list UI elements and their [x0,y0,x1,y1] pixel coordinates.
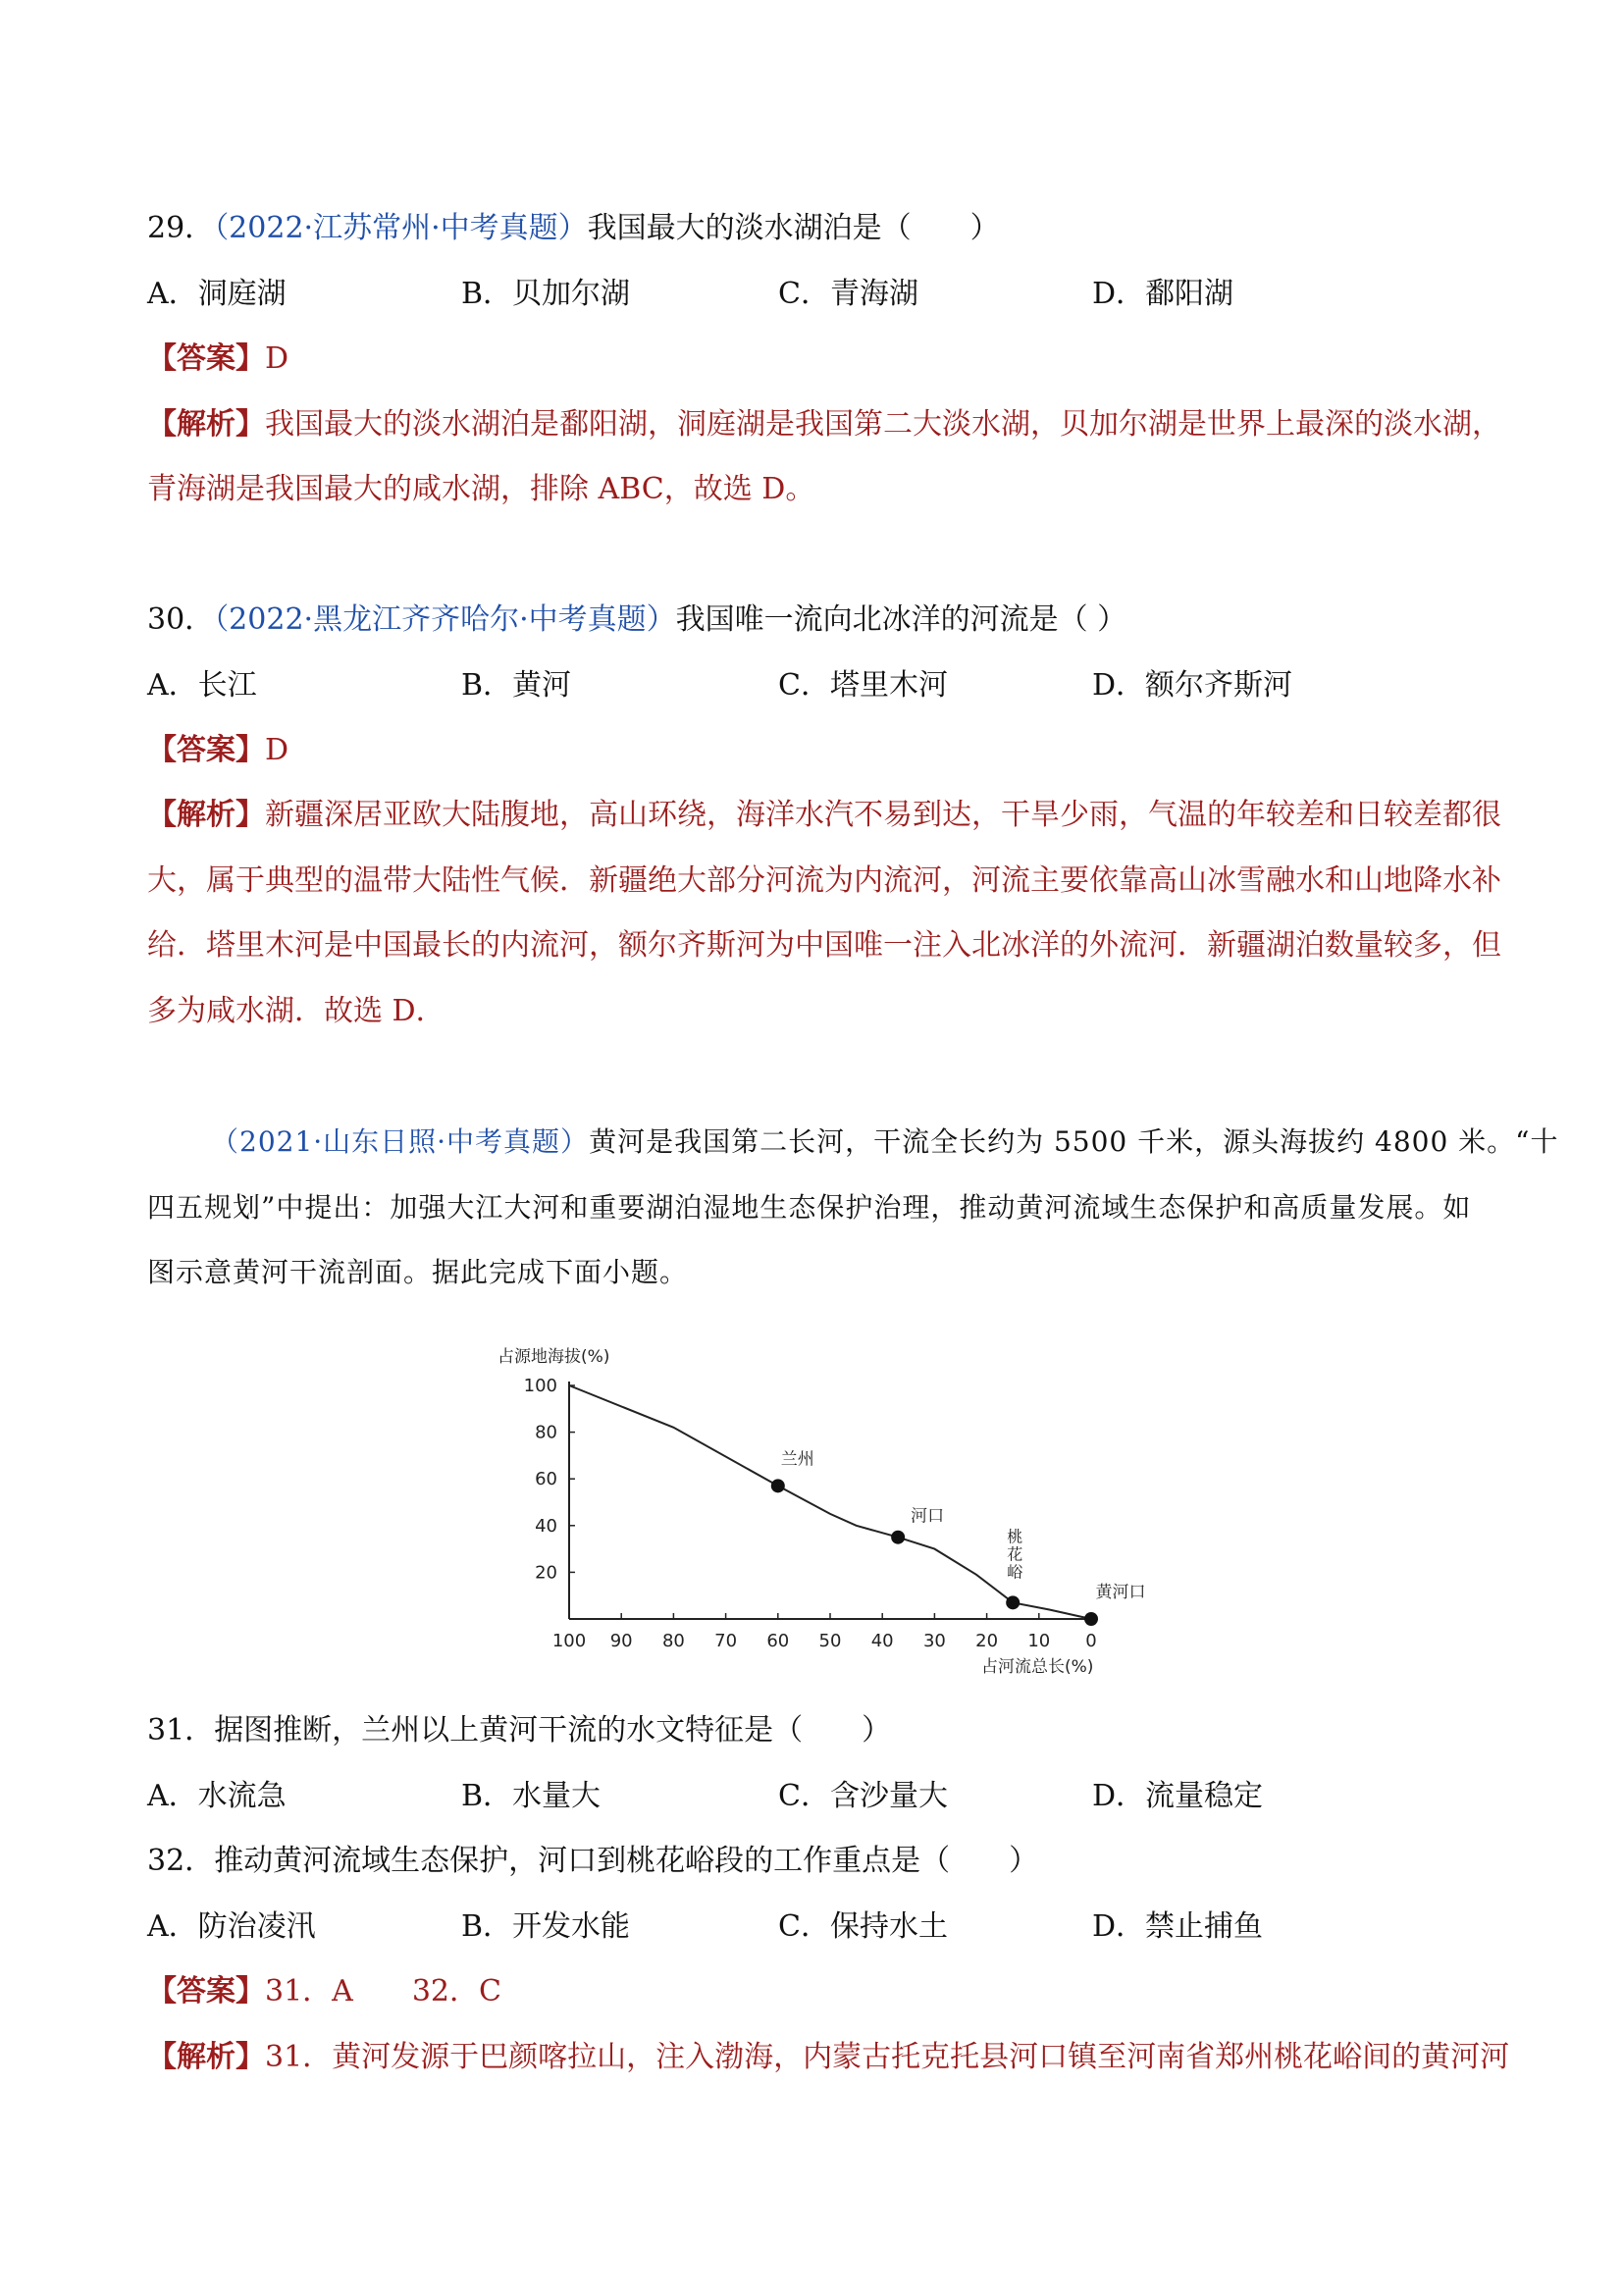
analysis-tag: 【解析】 [147,798,265,832]
q30-analysis-line-1 [147,796,1501,835]
q29-number: 29． [147,211,215,245]
intro-line-1 [211,1122,1559,1162]
profile-line [569,1385,1091,1619]
y-tick-label: 20 [535,1562,557,1584]
q32-option-a: A．防治凌汛 [147,1909,316,1944]
q32-option-b: B．开发水能 [461,1909,631,1944]
x-tick-label: 20 [975,1631,999,1651]
q30-analysis-line-4: 多为咸水湖．故选 D． [147,994,445,1028]
x-axis-label: 占河流总长(%) [981,1657,1094,1677]
q29-option-b: B．贝加尔湖 [461,277,631,311]
x-tick-label: 0 [1085,1631,1097,1651]
y-axis-label: 占源地海拔(%) [497,1347,610,1367]
point-label: 河口 [911,1506,945,1527]
x-tick-label: 60 [766,1631,790,1651]
q30-analysis-text-1: 新疆深居亚欧大陆腹地，高山环绕，海洋水汽不易到达，干旱少雨，气温的年较差和日较差都很 [265,798,1501,832]
point-label: 兰州 [780,1449,814,1470]
q30-answer-value: D [265,733,289,767]
q31-option-a: A．水流急 [147,1779,287,1813]
q31-option-d: D．流量稳定 [1092,1779,1264,1813]
q29-option-a: A．洞庭湖 [147,277,287,311]
q29-option-c: C．青海湖 [778,277,918,311]
point-桃花峪 [1006,1595,1020,1609]
q30-option-d: D．额尔齐斯河 [1092,668,1293,703]
q31-32-analysis-text: 31．黄河发源于巴颜喀拉山，注入渤海，内蒙古托克托县河口镇至河南省郑州桃花峪间的黄河河 [265,2040,1510,2074]
x-tick-label: 70 [714,1631,738,1651]
analysis-tag: 【解析】 [147,2040,265,2074]
q29-answer [147,339,288,379]
point-兰州 [771,1479,785,1492]
q30-number: 30． [147,602,215,637]
q30-stem [147,600,1126,640]
analysis-tag: 【解析】 [147,407,265,442]
x-tick-label: 100 [551,1631,587,1651]
q31-32-answer [147,1972,501,2011]
x-tick-label: 50 [818,1631,842,1651]
x-tick-label: 10 [1027,1631,1051,1651]
x-tick-label: 90 [609,1631,633,1651]
q31-32-answer-value: 31．A 32．C [265,1974,501,2009]
q30-option-c: C．塔里木河 [778,668,948,703]
q29-option-d: D．鄱阳湖 [1092,277,1234,311]
intro-line-3: 图示意黄河干流剖面。据此完成下面小题。 [147,1256,689,1288]
yellow-river-profile-chart [0,1315,1623,1697]
answer-tag: 【答案】 [147,1974,265,2009]
q32-stem [147,1842,1038,1881]
q30-option-a: A．长江 [147,668,257,703]
x-tick-label: 40 [870,1631,894,1651]
q32-number: 32． [147,1844,215,1878]
answer-tag: 【答案】 [147,341,265,376]
q29-analysis-text-1: 我国最大的淡水湖泊是鄱阳湖，洞庭湖是我国第二大淡水湖，贝加尔湖是世界上最深的淡水湖， [265,407,1501,442]
q30-analysis-line-3: 给．塔里木河是中国最长的内流河，额尔齐斯河为中国唯一注入北冰洋的外流河．新疆湖泊数量较多，但 [147,928,1501,963]
q32-question: 推动黄河流域生态保护，河口到桃花峪段的工作重点是（ ） [214,1844,1039,1878]
q29-stem [147,209,1000,248]
point-label: 黄河口 [1095,1583,1146,1602]
q29-analysis-line-2: 青海湖是我国最大的咸水湖，排除 ABC，故选 D。 [147,472,815,506]
answer-tag: 【答案】 [147,733,265,767]
q31-number: 31． [147,1713,215,1748]
q30-analysis-line-2: 大，属于典型的温带大陆性气候．新疆绝大部分河流为内流河，河流主要依靠高山冰雪融水和山地降水补 [147,863,1501,898]
q30-question: 我国唯一流向北冰洋的河流是（ ） [675,602,1127,637]
q32-option-c: C．保持水土 [778,1909,948,1944]
point-黄河口 [1084,1612,1098,1626]
x-tick-label: 30 [922,1631,946,1651]
q30-option-b: B．黄河 [461,668,572,703]
intro-text-1: 黄河是我国第二长河，干流全长约为 5500 千米，源头海拔约 4800 米。“十 [589,1125,1559,1158]
intro-line-2: 四五规划”中提出：加强大江大河和重要湖泊湿地生态保护治理，推动黄河流域生态保护和高质量发展。如 [147,1191,1472,1224]
q32-option-d: D．禁止捕鱼 [1092,1909,1264,1944]
q29-question: 我国最大的淡水湖泊是（ ） [587,211,1000,245]
intro-source: （2021·山东日照·中考真题） [211,1125,590,1158]
point-河口 [891,1531,905,1544]
y-tick-label: 60 [535,1469,557,1490]
q30-answer [147,731,288,770]
q31-question: 据图推断，兰州以上黄河干流的水文特征是（ ） [214,1713,892,1748]
y-tick-label: 40 [535,1515,557,1537]
q29-source: （2022·江苏常州·中考真题） [214,211,588,245]
q29-analysis-line-1 [147,405,1501,444]
point-label: 桃花峪 [1007,1527,1023,1582]
q31-32-analysis [147,2038,1509,2077]
q30-source: （2022·黑龙江齐齐哈尔·中考真题） [214,602,676,637]
q31-option-b: B．水量大 [461,1779,602,1813]
q29-answer-value: D [265,341,289,376]
q31-option-c: C．含沙量大 [778,1779,948,1813]
y-tick-label: 80 [535,1422,557,1443]
q31-stem [147,1711,891,1750]
x-tick-label: 80 [661,1631,685,1651]
y-tick-label: 100 [523,1376,557,1396]
